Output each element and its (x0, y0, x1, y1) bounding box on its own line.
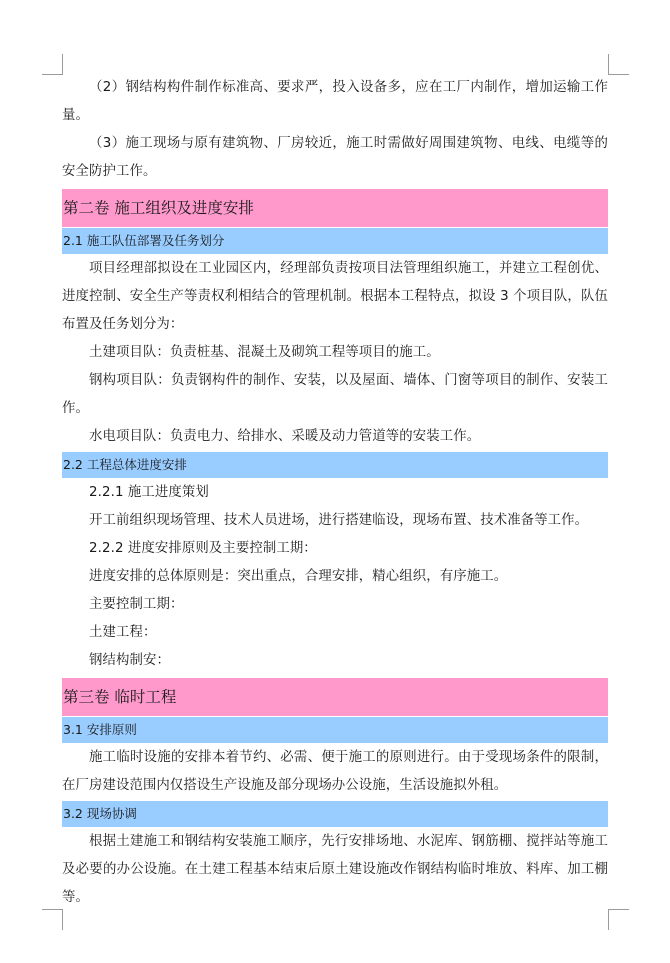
section-heading: 2.1 施工队伍部署及任务划分 (62, 228, 608, 254)
subsection-heading: 2.2.1 施工进度策划 (89, 485, 209, 500)
paragraph: 根据土建施工和钢结构安装施工顺序，先行安排场地、水泥库、钢筋棚、搅拌站等施工及必要的办公设施。在土建工程基本结束后原土建设施改作钢结构临时堆放、料库、加工棚等。 (62, 834, 608, 905)
paragraph: 钢结构制安： (89, 653, 170, 668)
section-heading: 3.2 现场协调 (62, 801, 608, 827)
crop-mark-top-right (608, 54, 629, 75)
paragraph: 开工前组织现场管理、技术人员进场，进行搭建临设，现场布置、技术准备等工作。 (89, 513, 589, 528)
document-body (62, 74, 608, 912)
paragraph: 项目经理部拟设在工业园区内，经理部负责按项目法管理组织施工，并建立工程创优、进度控制、安全生产等责权利相结合的管理机制。根据本工程特点，拟设 3 个项目队，队伍布置及任务划分为： (62, 261, 608, 332)
paragraph: 土建工程： (89, 625, 157, 640)
paragraph: 施工临时设施的安排本着节约、必需、便于施工的原则进行。由于受现场条件的限制，在厂房建设范围内仅搭设生产设施及部分现场办公设施，生活设施拟外租。 (62, 750, 608, 793)
paragraph: 土建项目队：负责桩基、混凝土及砌筑工程等项目的施工。 (89, 345, 440, 360)
crop-mark-top-left (42, 54, 63, 75)
volume-heading: 第二卷 施工组织及进度安排 (62, 189, 608, 227)
section-heading: 2.2 工程总体进度安排 (62, 452, 608, 478)
crop-mark-bottom-left (42, 909, 63, 930)
crop-mark-bottom-right (608, 909, 629, 930)
volume-heading: 第三卷 临时工程 (62, 678, 608, 716)
paragraph: 进度安排的总体原则是：突出重点，合理安排，精心组织，有序施工。 (89, 569, 508, 584)
paragraph: （3）施工现场与原有建筑物、厂房较近，施工时需做好周围建筑物、电线、电缆等的安全防护工作。 (62, 136, 608, 179)
paragraph: （2）钢结构构件制作标准高、要求严，投入设备多，应在工厂内制作，增加运输工作量。 (62, 80, 608, 123)
section-heading: 3.1 安排原则 (62, 717, 608, 743)
paragraph: 水电项目队：负责电力、给排水、采暖及动力管道等的安装工作。 (89, 429, 481, 444)
paragraph: 主要控制工期： (89, 597, 184, 612)
subsection-heading: 2.2.2 进度安排原则及主要控制工期： (89, 541, 317, 556)
paragraph: 钢构项目队：负责钢构件的制作、安装，以及屋面、墙体、门窗等项目的制作、安装工作。 (62, 373, 608, 416)
